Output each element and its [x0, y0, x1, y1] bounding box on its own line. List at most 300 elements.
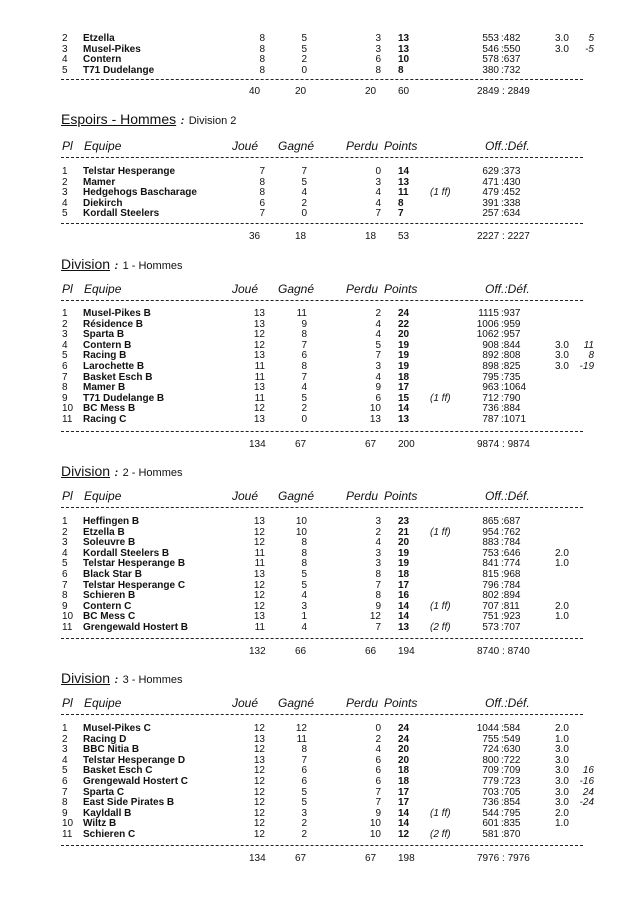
total-points: 60 — [398, 86, 410, 97]
games-won: 6 — [301, 776, 307, 787]
points: 13 — [398, 176, 410, 188]
games-lost: 9 — [375, 382, 381, 394]
total-won: 66 — [295, 646, 307, 657]
games-won: 6 — [301, 765, 307, 777]
games-lost: 7 — [375, 622, 381, 633]
place: 7 — [62, 786, 68, 798]
points-scored: 573 — [482, 622, 499, 633]
games-played: 12 — [253, 526, 265, 538]
games-lost: 12 — [369, 611, 381, 623]
games-won: 8 — [301, 547, 307, 559]
games-lost: 3 — [375, 516, 381, 527]
header-won: Gagné — [278, 139, 315, 153]
section-title — [61, 111, 236, 129]
points-conceded: :968 — [501, 569, 521, 580]
total-played: 40 — [249, 86, 261, 97]
games-played: 7 — [259, 166, 265, 177]
tiebreak-value: 1.0 — [555, 558, 569, 570]
points: 15 — [398, 392, 410, 404]
totals-row — [0, 646, 638, 657]
table-row — [0, 765, 638, 776]
games-played: 12 — [253, 590, 265, 602]
team-name: Musel-Pikes — [83, 43, 141, 55]
games-played: 8 — [259, 176, 265, 188]
table-row — [0, 601, 638, 612]
tiebreak-value: 3.0 — [555, 797, 569, 809]
column-header-row — [0, 282, 638, 296]
header-played: Joué — [232, 282, 259, 296]
points: 17 — [398, 579, 410, 591]
points-conceded: :923 — [501, 611, 521, 623]
points-scored: 1044 — [476, 723, 499, 734]
total-won: 67 — [295, 853, 307, 864]
games-lost: 4 — [375, 187, 381, 199]
points-scored: 1115 — [478, 308, 499, 319]
points: 18 — [398, 371, 410, 383]
points: 14 — [398, 166, 410, 177]
points: 11 — [398, 187, 409, 199]
total-off-def: 7976 : 7976 — [477, 853, 530, 864]
games-won: 4 — [301, 187, 307, 199]
place: 5 — [62, 350, 68, 362]
points-conceded: :1064 — [501, 382, 527, 394]
points-scored: 703 — [482, 786, 499, 798]
points: 19 — [398, 558, 410, 570]
games-lost: 4 — [375, 329, 381, 341]
points-scored: 753 — [482, 547, 499, 559]
place: 2 — [62, 318, 68, 330]
points-conceded: :784 — [501, 537, 521, 549]
games-played: 11 — [254, 392, 265, 404]
header-place: Pl — [62, 696, 73, 710]
games-played: 12 — [253, 339, 265, 351]
place: 6 — [62, 361, 68, 372]
games-lost: 9 — [375, 807, 381, 819]
games-won: 7 — [301, 166, 307, 177]
games-played: 11 — [254, 558, 265, 570]
place: 3 — [62, 537, 68, 549]
points: 17 — [398, 786, 410, 798]
section-title-division: 2 - Hommes — [122, 467, 183, 479]
table-row — [0, 808, 638, 819]
points-scored: 709 — [482, 765, 499, 777]
table-row — [0, 611, 638, 622]
dashed-divider — [61, 638, 583, 639]
header-off-def: Off.:Déf. — [485, 489, 530, 503]
points-conceded: :774 — [501, 558, 521, 570]
team-name: BC Mess B — [83, 403, 136, 415]
games-lost: 7 — [375, 797, 381, 809]
points-scored: 908 — [482, 339, 499, 351]
place: 7 — [62, 371, 68, 383]
games-won: 4 — [301, 382, 307, 394]
points-scored: 724 — [482, 744, 499, 756]
games-won: 5 — [301, 392, 307, 404]
games-played: 7 — [259, 208, 265, 220]
table-row — [0, 350, 638, 361]
tiebreak-value: 3.0 — [555, 33, 569, 44]
section-title-main: Division — [61, 463, 111, 479]
table-row — [0, 590, 638, 601]
tiebreak-diff: 5 — [588, 33, 594, 44]
points-scored: 898 — [482, 361, 499, 372]
games-played: 13 — [253, 733, 265, 745]
team-name: Basket Esch B — [83, 371, 153, 383]
header-team: Equipe — [84, 696, 122, 710]
total-lost: 18 — [365, 231, 377, 242]
points-scored: 787 — [482, 414, 499, 425]
games-won: 0 — [301, 64, 307, 76]
place: 4 — [62, 547, 68, 559]
points-scored: 736 — [482, 403, 499, 415]
points-conceded: :634 — [501, 208, 521, 220]
games-played: 12 — [253, 765, 265, 777]
points-scored: 546 — [482, 43, 499, 55]
team-name: Sparta C — [83, 786, 125, 798]
games-lost: 4 — [375, 197, 381, 209]
table-row — [0, 33, 638, 44]
points-conceded: :705 — [501, 786, 521, 798]
games-lost: 3 — [375, 547, 381, 559]
games-lost: 3 — [375, 33, 381, 44]
total-played: 132 — [249, 646, 266, 657]
place: 8 — [62, 382, 68, 394]
total-off-def: 9874 : 9874 — [477, 439, 530, 450]
header-points: Points — [384, 282, 418, 296]
points-scored: 707 — [482, 600, 499, 612]
points-scored: 581 — [482, 829, 499, 840]
tiebreak-value: 3.0 — [555, 776, 569, 787]
points: 20 — [398, 329, 410, 341]
section-title-division: 3 - Hommes — [122, 674, 183, 686]
points-scored: 380 — [482, 64, 499, 76]
points-conceded: :646 — [501, 547, 521, 559]
table-row — [0, 340, 638, 351]
total-won: 20 — [295, 86, 307, 97]
forfeit-note: (1 ff) — [430, 187, 451, 199]
games-lost: 3 — [375, 43, 381, 55]
games-won: 6 — [301, 350, 307, 362]
games-played: 12 — [253, 537, 265, 549]
team-name: Kayldall B — [83, 807, 132, 819]
points-scored: 544 — [482, 807, 499, 819]
games-lost: 10 — [369, 403, 381, 415]
table-row — [0, 319, 638, 330]
table-row — [0, 329, 638, 340]
team-name: BBC Nitia B — [83, 744, 140, 756]
points-scored: 629 — [482, 166, 499, 177]
points: 7 — [398, 208, 404, 220]
header-won: Gagné — [278, 696, 315, 710]
place: 4 — [62, 339, 68, 351]
points: 17 — [398, 382, 410, 394]
dashed-divider — [61, 507, 583, 508]
place: 7 — [62, 579, 68, 591]
dashed-divider — [61, 300, 583, 301]
table-row — [0, 382, 638, 393]
place: 8 — [62, 590, 68, 602]
points: 24 — [398, 308, 410, 319]
table-row — [0, 755, 638, 766]
column-header-row — [0, 139, 638, 153]
team-name: Contern — [83, 54, 122, 66]
dashed-divider — [61, 79, 583, 80]
team-name: T71 Dudelange B — [83, 392, 165, 404]
team-name: Schieren B — [83, 590, 136, 602]
tiebreak-value: 2.0 — [555, 547, 569, 559]
points-conceded: :550 — [501, 43, 521, 55]
games-lost: 10 — [369, 829, 381, 840]
team-name: Racing B — [83, 350, 127, 362]
place: 2 — [62, 733, 68, 745]
table-row — [0, 787, 638, 798]
games-played: 11 — [254, 361, 265, 372]
forfeit-note: (2 ff) — [430, 622, 451, 633]
points: 21 — [398, 526, 410, 538]
table-row — [0, 548, 638, 559]
games-played: 8 — [259, 187, 265, 199]
points: 14 — [398, 403, 410, 415]
team-name: Etzella — [83, 33, 115, 44]
games-won: 5 — [301, 579, 307, 591]
header-lost: Perdu — [346, 696, 379, 710]
total-off-def: 2849 : 2849 — [477, 86, 530, 97]
games-played: 6 — [259, 197, 265, 209]
dashed-divider — [61, 431, 583, 432]
forfeit-note: (1 ff) — [430, 392, 451, 404]
table-row — [0, 54, 638, 65]
table-row — [0, 622, 638, 633]
games-lost: 8 — [375, 569, 381, 580]
games-played: 12 — [253, 744, 265, 756]
points-conceded: :452 — [501, 187, 521, 199]
table-row — [0, 208, 638, 219]
points-conceded: :795 — [501, 807, 521, 819]
total-lost: 67 — [365, 439, 377, 450]
points-conceded: :959 — [501, 318, 521, 330]
tiebreak-value: 2.0 — [555, 807, 569, 819]
table-row — [0, 65, 638, 76]
section-title-main: Division — [61, 256, 111, 272]
points-scored: 954 — [482, 526, 499, 538]
points-conceded: :870 — [501, 829, 521, 840]
games-won: 7 — [301, 754, 307, 766]
section-title — [61, 670, 183, 688]
team-name: Schieren C — [83, 829, 136, 840]
games-lost: 7 — [375, 350, 381, 362]
team-name: Hedgehogs Bascharage — [83, 187, 197, 199]
place: 9 — [62, 807, 68, 819]
games-played: 12 — [253, 723, 265, 734]
games-played: 8 — [259, 54, 265, 66]
dashed-divider — [61, 223, 583, 224]
games-won: 2 — [301, 829, 307, 840]
games-lost: 8 — [375, 64, 381, 76]
tiebreak-value: 3.0 — [555, 765, 569, 777]
points-conceded: :630 — [501, 744, 521, 756]
points-scored: 779 — [482, 776, 499, 787]
table-row — [0, 776, 638, 787]
header-place: Pl — [62, 139, 73, 153]
games-won: 9 — [301, 318, 307, 330]
games-played: 13 — [253, 308, 265, 319]
points: 19 — [398, 339, 410, 351]
points: 16 — [398, 590, 410, 602]
games-lost: 4 — [375, 537, 381, 549]
games-lost: 2 — [375, 526, 381, 538]
total-lost: 66 — [365, 646, 377, 657]
games-lost: 2 — [375, 733, 381, 745]
total-played: 134 — [249, 853, 266, 864]
points-conceded: :937 — [501, 308, 521, 319]
games-won: 5 — [301, 43, 307, 55]
team-name: Etzella B — [83, 526, 125, 538]
games-won: 8 — [301, 558, 307, 570]
table-row — [0, 177, 638, 188]
tiebreak-diff: -16 — [579, 776, 594, 787]
total-won: 67 — [295, 439, 307, 450]
points-conceded: :722 — [501, 754, 521, 766]
points-conceded: :732 — [501, 64, 521, 76]
games-lost: 5 — [375, 339, 381, 351]
place: 2 — [62, 176, 68, 188]
games-played: 13 — [253, 414, 265, 425]
table-row — [0, 723, 638, 734]
games-won: 12 — [295, 723, 307, 734]
total-lost: 67 — [365, 853, 377, 864]
points-conceded: :707 — [501, 622, 521, 633]
points-conceded: :825 — [501, 361, 521, 372]
points: 24 — [398, 733, 410, 745]
games-lost: 7 — [375, 208, 381, 220]
header-lost: Perdu — [346, 489, 379, 503]
total-lost: 20 — [365, 86, 377, 97]
points-scored: 553 — [482, 33, 499, 44]
header-points: Points — [384, 139, 418, 153]
games-won: 2 — [301, 54, 307, 66]
points-conceded: :584 — [501, 723, 521, 734]
games-lost: 13 — [369, 414, 381, 425]
games-played: 13 — [253, 611, 265, 623]
team-name: Mamer — [83, 176, 116, 188]
games-played: 8 — [259, 64, 265, 76]
points: 18 — [398, 776, 410, 787]
points-scored: 257 — [482, 208, 499, 220]
team-name: Basket Esch C — [83, 765, 153, 777]
tiebreak-diff: -19 — [579, 361, 594, 372]
header-lost: Perdu — [346, 139, 379, 153]
points-conceded: :709 — [501, 765, 521, 777]
place: 9 — [62, 392, 68, 404]
header-points: Points — [384, 696, 418, 710]
header-won: Gagné — [278, 489, 315, 503]
games-won: 0 — [301, 414, 307, 425]
place: 8 — [62, 797, 68, 809]
place: 2 — [62, 526, 68, 538]
table-row — [0, 569, 638, 580]
games-won: 3 — [301, 807, 307, 819]
games-lost: 6 — [375, 765, 381, 777]
total-off-def: 8740 : 8740 — [477, 646, 530, 657]
forfeit-note: (2 ff) — [430, 829, 451, 840]
games-won: 8 — [301, 744, 307, 756]
points-scored: 800 — [482, 754, 499, 766]
games-won: 4 — [301, 622, 307, 633]
points: 14 — [398, 807, 410, 819]
header-played: Joué — [232, 489, 259, 503]
team-name: Résidence B — [83, 318, 144, 330]
games-played: 12 — [253, 600, 265, 612]
games-lost: 9 — [375, 600, 381, 612]
points-conceded: :338 — [501, 197, 521, 209]
games-played: 13 — [253, 350, 265, 362]
games-won: 5 — [301, 569, 307, 580]
points: 13 — [398, 622, 410, 633]
points: 20 — [398, 754, 410, 766]
games-played: 12 — [253, 829, 265, 840]
points: 13 — [398, 414, 410, 425]
games-won: 8 — [301, 537, 307, 549]
points: 19 — [398, 350, 410, 362]
points-scored: 1062 — [476, 329, 499, 341]
table-row — [0, 361, 638, 372]
points-scored: 892 — [482, 350, 499, 362]
games-won: 10 — [295, 526, 307, 538]
tiebreak-value: 3.0 — [555, 786, 569, 798]
games-won: 4 — [301, 590, 307, 602]
games-lost: 4 — [375, 371, 381, 383]
games-lost: 10 — [369, 818, 381, 830]
team-name: Racing D — [83, 733, 127, 745]
games-won: 3 — [301, 600, 307, 612]
dashed-divider — [61, 845, 583, 846]
games-won: 8 — [301, 329, 307, 341]
points-conceded: :835 — [501, 818, 521, 830]
games-played: 12 — [253, 807, 265, 819]
tiebreak-diff: -24 — [579, 797, 594, 809]
team-name: Telstar Hesperange D — [83, 754, 186, 766]
team-name: East Side Pirates B — [83, 797, 175, 809]
points: 19 — [398, 361, 410, 372]
place: 4 — [62, 54, 68, 66]
games-played: 13 — [253, 516, 265, 527]
points-scored: 883 — [482, 537, 499, 549]
place: 10 — [62, 818, 74, 830]
games-played: 8 — [259, 33, 265, 44]
points-conceded: :735 — [501, 371, 521, 383]
place: 11 — [62, 829, 73, 840]
team-name: Musel-Pikes C — [83, 723, 151, 734]
total-points: 53 — [398, 231, 410, 242]
games-played: 12 — [253, 579, 265, 591]
points-scored: 1006 — [476, 318, 499, 330]
points-scored: 712 — [482, 392, 499, 404]
team-name: Contern B — [83, 339, 132, 351]
points-scored: 479 — [482, 187, 499, 199]
points-conceded: :762 — [501, 526, 521, 538]
games-played: 12 — [253, 818, 265, 830]
forfeit-note: (1 ff) — [430, 600, 451, 612]
points-scored: 601 — [482, 818, 499, 830]
totals-row — [0, 439, 638, 450]
tiebreak-value: 2.0 — [555, 723, 569, 734]
table-row — [0, 734, 638, 745]
total-played: 134 — [249, 439, 266, 450]
place: 10 — [62, 403, 74, 415]
points-scored: 865 — [482, 516, 499, 527]
games-won: 7 — [301, 371, 307, 383]
header-team: Equipe — [84, 282, 122, 296]
